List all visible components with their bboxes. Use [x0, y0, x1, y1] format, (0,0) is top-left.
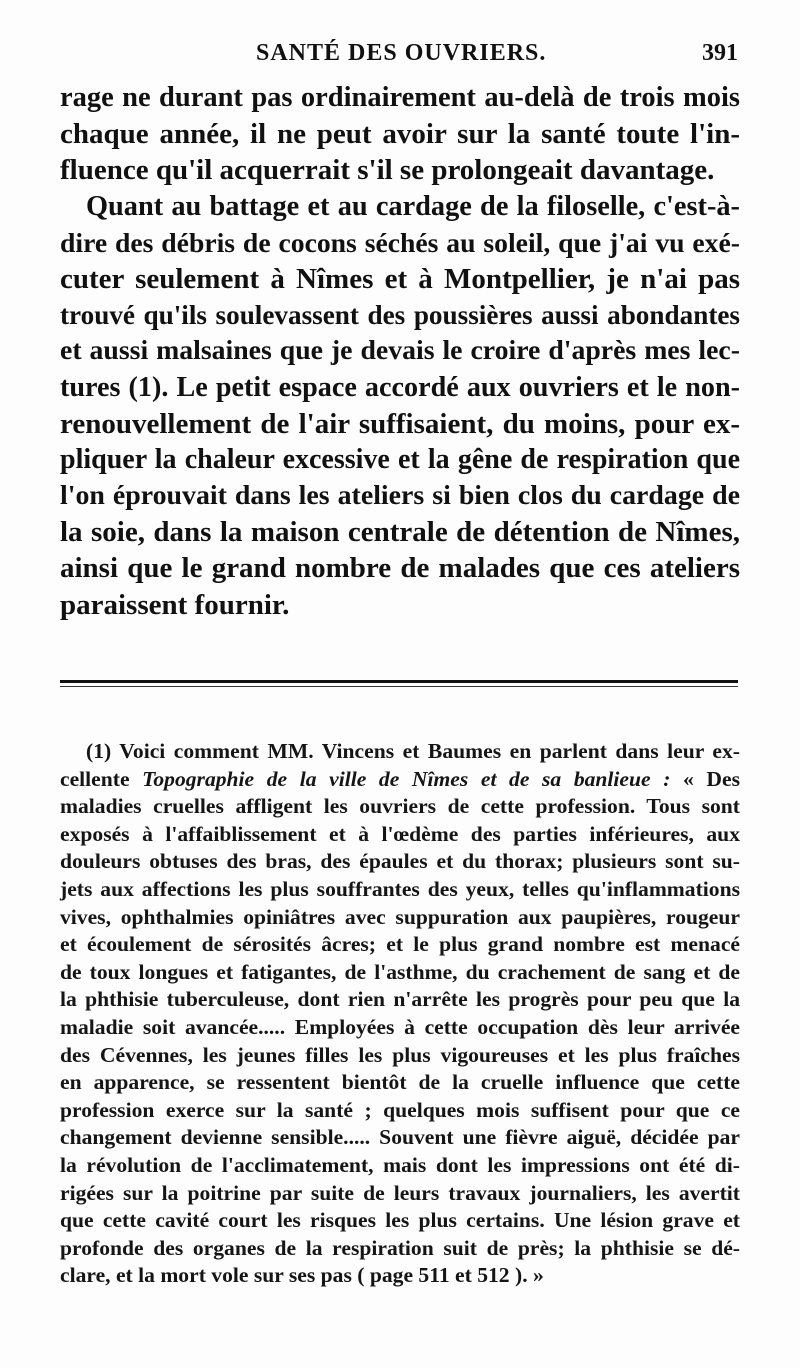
- footnote-line: rigées sur la poitrine par suite de leurs travaux journaliers, les avertit: [60, 1180, 740, 1205]
- footnote-separator-rule-thin: [60, 686, 738, 687]
- footnote-line: des Cévennes, les jeunes filles les plus vigoureuses et les plus fraîches: [60, 1042, 740, 1067]
- footnote-line: que cette cavité court les risques les plus certains. Une lésion grave et: [60, 1208, 740, 1233]
- main-text-line: la soie, dans la maison centrale de détention de Nîmes,: [60, 516, 740, 549]
- footnote-line: vives, ophthalmies opiniâtres avec suppuration aux paupières, rougeur: [60, 904, 740, 929]
- footnote-text: cellente: [60, 766, 130, 791]
- main-text-line: Quant au battage et au cardage de la filoselle, c'est-à-: [86, 190, 740, 222]
- main-text-line: rage ne durant pas ordinairement au-delà de trois mois: [60, 82, 740, 113]
- footnote-text: « Des: [683, 766, 740, 791]
- footnote-line: jets aux affections les plus souffrantes des yeux, telles qu'inflammations: [60, 876, 740, 901]
- footnote-line: maladie soit avancée..... Employées à cette occupation dès leur arrivée: [60, 1014, 740, 1039]
- footnote-line: maladies cruelles affligent les ouvriers de cette profession. Tous sont: [60, 794, 740, 819]
- main-text-line: trouvé qu'ils soulevassent des poussières aussi abondantes: [60, 300, 740, 331]
- footnote-line: de toux longues et fatigantes, de l'asthme, du crachement de sang et de: [60, 959, 740, 984]
- page-number: 391: [702, 40, 738, 66]
- main-text-line: et aussi malsaines que je devais le croire d'après mes lec-: [60, 335, 740, 367]
- main-text-line: renouvellement de l'air suffisaient, du moins, pour ex-: [60, 407, 740, 440]
- running-header: [60, 40, 738, 80]
- main-text-line: paraissent fournir.: [60, 588, 290, 621]
- main-text-line: cuter seulement à Nîmes et à Montpellier, je n'ai pas: [60, 262, 740, 295]
- main-text-block: [60, 80, 740, 623]
- main-text-line: chaque année, il ne peut avoir sur la santé toute l'in-: [60, 118, 740, 151]
- footnote-line: en apparence, se ressentent bientôt de la cruelle influence que cette: [60, 1070, 740, 1095]
- footnote-line: [60, 766, 740, 794]
- main-text-line: ainsi que le grand nombre de malades que ces ateliers: [60, 552, 740, 585]
- running-title: SANTÉ DES OUVRIERS.: [256, 40, 547, 66]
- footnote-block: [60, 738, 740, 1290]
- footnote-line: profession exerce sur la santé ; quelques mois suffisent pour que ce: [60, 1097, 740, 1122]
- footnote-line: changement devienne sensible..... Souvent une fièvre aiguë, décidée par: [60, 1125, 740, 1150]
- main-text-line: l'on éprouvait dans les ateliers si bien clos du cardage de: [60, 480, 740, 512]
- main-text-line: dire des débris de cocons séchés au soleil, que j'ai vu exé-: [60, 226, 740, 258]
- footnote-line: la phthisie tuberculeuse, dont rien n'arrête les progrès pour peu que la: [60, 987, 740, 1012]
- main-text-line: tures (1). Le petit espace accordé aux ouvriers et le non-: [60, 371, 740, 403]
- footnote-line: profonde des organes de la respiration suit de près; la phthisie se dé-: [60, 1235, 740, 1260]
- footnote-line: douleurs obtuses des bras, des épaules et du thorax; plusieurs sont su-: [60, 849, 740, 874]
- footnote-line: (1) Voici comment MM. Vincens et Baumes en parlent dans leur ex-: [86, 739, 740, 763]
- main-text-line: pliquer la chaleur excessive et la gêne de respiration que: [60, 443, 740, 475]
- footnote-separator-rule: [60, 680, 738, 683]
- main-text-line: fluence qu'il acquerrait s'il se prolongeait davantage.: [60, 154, 715, 187]
- footnote-line: clare, et la mort vole sur ses pas ( page 511 et 512 ). »: [60, 1263, 544, 1288]
- footnote-line: exposés à l'affaiblissement et à l'œdème des parties inférieures, aux: [60, 821, 740, 846]
- footnote-line: la révolution de l'acclimatement, mais dont les impressions ont été di-: [60, 1152, 740, 1177]
- cited-work-title: Topographie de la ville de Nîmes et de sa banlieue :: [142, 766, 671, 791]
- footnote-line: et écoulement de sérosités âcres; et le plus grand nombre est menacé: [60, 932, 740, 957]
